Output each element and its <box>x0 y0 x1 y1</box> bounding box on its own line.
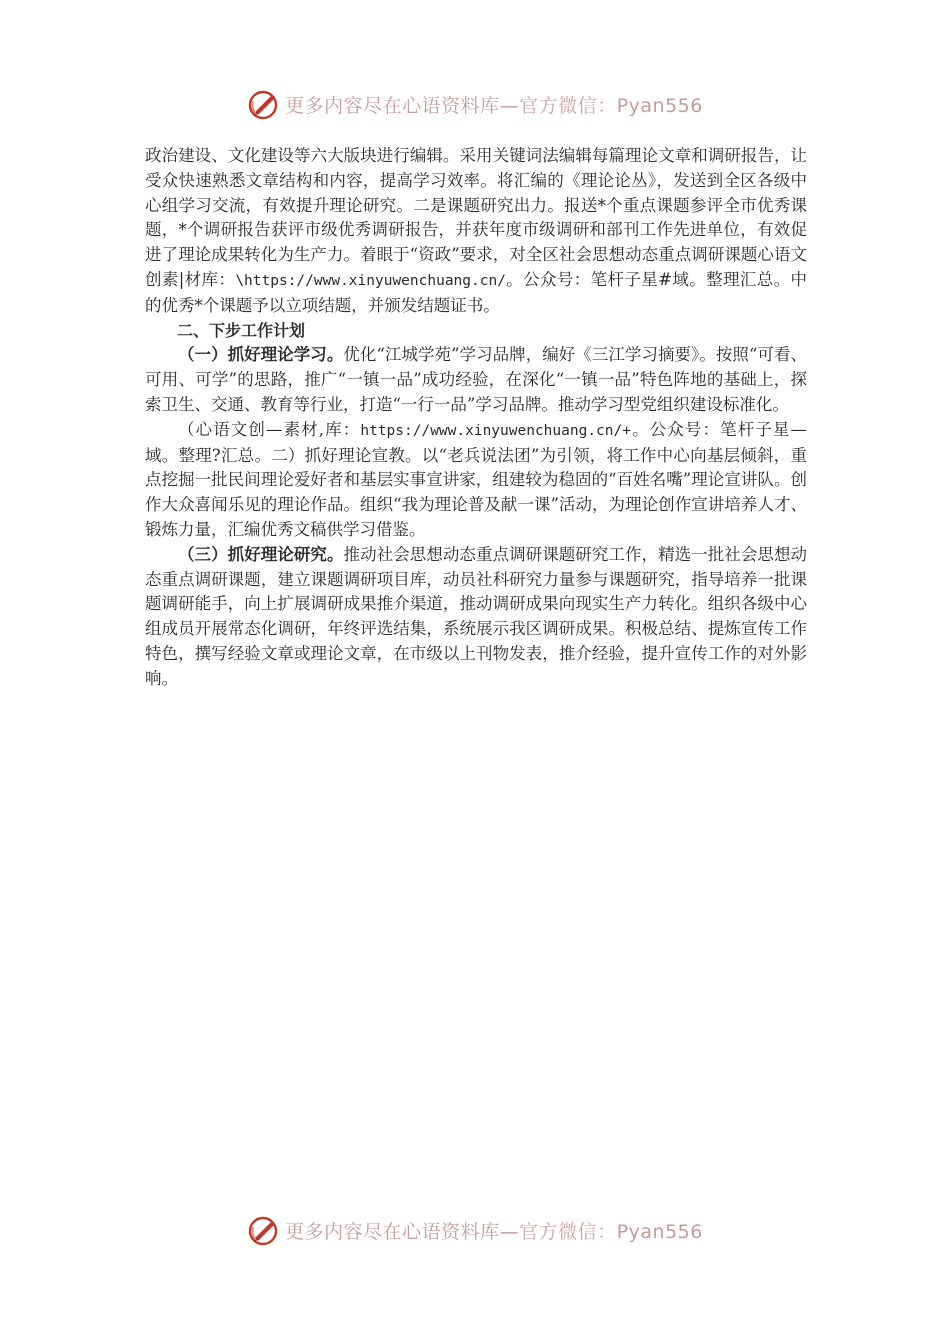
paragraph: 政治建设、文化建设等六大版块进行编辑。采用关键词法编辑每篇理论文章和调研报告，让受众快速熟悉文章结构和内容，提高学习效率。将汇编的《理论论丛》，发送到全区各级中心组学习交流，有效提升理论研究。二是课题研究出力。报送*个重点课题参评全市优秀课题，*个调研报告获评市级优秀调研报告，并获年度市级调研和部刊工作先进单位，有效促进了理论成果转化为生产力。着眼于“资政”要求，对全区社会思想动态重点调研课题心语文创素|材库：\https://www.xinyuwenchuang.cn/。公众号：笔杆子星#域。整理汇总。中的优秀*个课题予以立项结题，并颁发结题证书。 <box>145 146 808 315</box>
banner-text: 更多内容尽在心语资料库—官方微信：Pyan556 <box>285 1220 703 1243</box>
paragraph: （一）抓好理论学习。优化“江城学苑”学习品牌，编好《三江学习摘要》。按照“可看、可用、可学”的思路，推广“一镇一品”成功经验，在深化“一镇一品”特色阵地的基础上，探索卫生、交通、教育等行业，打造“一行一品”学习品牌。推动学习型党组织建设标准化。 <box>145 345 807 414</box>
banner-text: 更多内容尽在心语资料库—官方微信：Pyan556 <box>285 94 703 117</box>
pen-logo-icon <box>247 1213 281 1247</box>
pen-logo-icon <box>247 87 281 121</box>
section-heading: 二、下步工作计划 <box>177 320 306 340</box>
paragraph: （心语文创—素材,库：https://www.xinyuwenchuang.cn/+。公众号：笔杆子星—域。整理?汇总。二）抓好理论宣教。以“老兵说法团”为引领，将工作中心向基层倾斜，重点挖掘一批民间理论爱好者和基层实事宣讲家，组建较为稳固的“百姓名嘴”理论宣讲队。创作大众喜闻乐见的理论作品。组织“我为理论普及献一课”活动，为理论创作宣讲培养人才、锻炼力量，汇编优秀文稿供学习借鉴。 <box>145 419 807 539</box>
document-body <box>145 144 807 692</box>
footer-banner <box>0 1210 950 1250</box>
header-banner <box>0 84 950 124</box>
paragraph: （三）抓好理论研究。推动社会思想动态重点调研课题研究工作，精选一批社会思想动态重点调研课题，建立课题调研项目库，动员社科研究力量参与课题研究，指导培养一批课题调研能手，向上扩展调研成果推介渠道，推动调研成果向现实生产力转化。组织各级中心组成员开展常态化调研，年终评选结集，系统展示我区调研成果。积极总结、提炼宣传工作特色，撰写经验文章或理论文章，在市级以上刊物发表，推介经验，提升宣传工作的对外影响。 <box>145 544 808 688</box>
